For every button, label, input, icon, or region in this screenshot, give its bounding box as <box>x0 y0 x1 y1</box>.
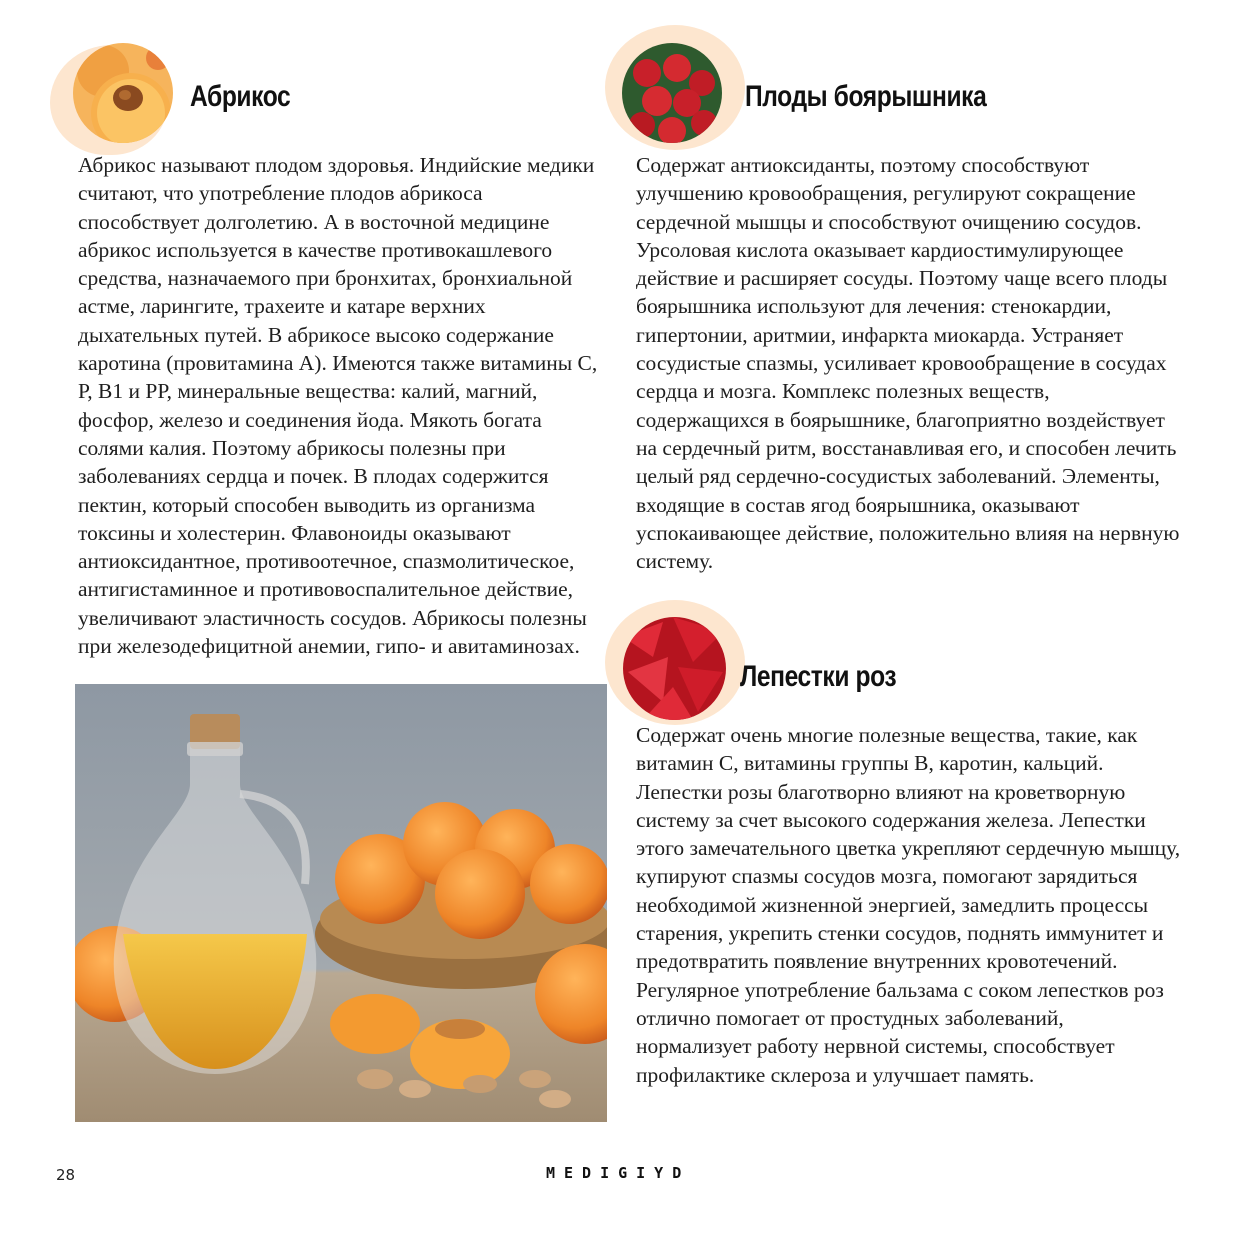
page-number: 28 <box>56 1166 76 1184</box>
rose-text: Содержат очень многие полезные вещества, такие, как витамин С, витамины группы В, каротин, кальций. Лепестки розы благотворно влияют на кроветворную систему за счет высокого содержания железа. Лепестки этого замечательного цветка укрепляют сердечную мышцу, купируют спазмы сосудов мозга, помогают зарядиться необходимой жизненной энергией, замедлить процессы старения, укрепить стенки сосудов, поднять иммунитет и предотвратить появление внутренних кровотечений. Регулярное употребление бальзама с соком лепестков роз отлично помогает от простудных заболеваний, нормализует работу нервной системы, способствует профилактике склероза и улучшает память. <box>636 723 1181 1087</box>
apricot-oil-photo <box>75 684 607 1122</box>
footer-logo: MEDIGIYD <box>546 1164 691 1182</box>
hawthorn-text: Содержат антиоксиданты, поэтому способствуют улучшению кровообращения, регулируют сокращение сердечной мышцы и способствуют очищению сосудов. Урсоловая кислота оказывает кардиостимулирующее действие и расширяет сосуды. Поэтому чаще всего плоды боярышника используют для лечения: стенокардии, гипертонии, аритмии, инфаркта миокарда. Устраняет сосудистые спазмы, усиливает кровообращение в сосудах сердца и мозга. Комплекс полезных веществ, содержащихся в боярышнике, благоприятно воздействует на сердечный ритм, восстанавливая его, и способен лечить целый ряд сердечно-сосудистых заболеваний. Элементы, входящие в состав ягод боярышника, оказывают успокаивающее действие, положительно влияя на нервную систему. <box>636 153 1180 574</box>
hawthorn-berries-icon <box>622 43 722 143</box>
apricot-text: Абрикос называют плодом здоровья. Индийские медики считают, что употребление плодов абрикоса способствует долголетию. А в восточной медицине абрикос используется в качестве противокашлевого средства, назначаемого при бронхитах, бронхиальной астме, ларингите, трахеите и катаре верхних дыхательных путей. В абрикосе высоко содержание каротина (провитамина А). Имеются также витамины С, Р, В1 и РР, минеральные вещества: калий, магний, фосфор, железо и соединения йода. Мякоть богата солями калия. Поэтому абрикосы полезны при заболеваниях сердца и почек. В плодах содержится пектин, который способен выводить из организма токсины и холестерин. Флавоноиды оказывают антиоксидантное, противоотечное, спазмолитическое, антигистаминное и противовоспалительное действие, увеличивают эластичность сосудов. Абрикосы полезны при железодефицитной анемии, гипо- и авитаминозах. <box>78 153 598 659</box>
rose-title: Лепестки роз <box>740 660 897 693</box>
rose-petals-icon <box>623 617 726 720</box>
apricot-title: Абрикос <box>190 80 291 113</box>
hawthorn-title: Плоды боярышника <box>745 80 987 113</box>
apricot-icon <box>73 43 173 143</box>
